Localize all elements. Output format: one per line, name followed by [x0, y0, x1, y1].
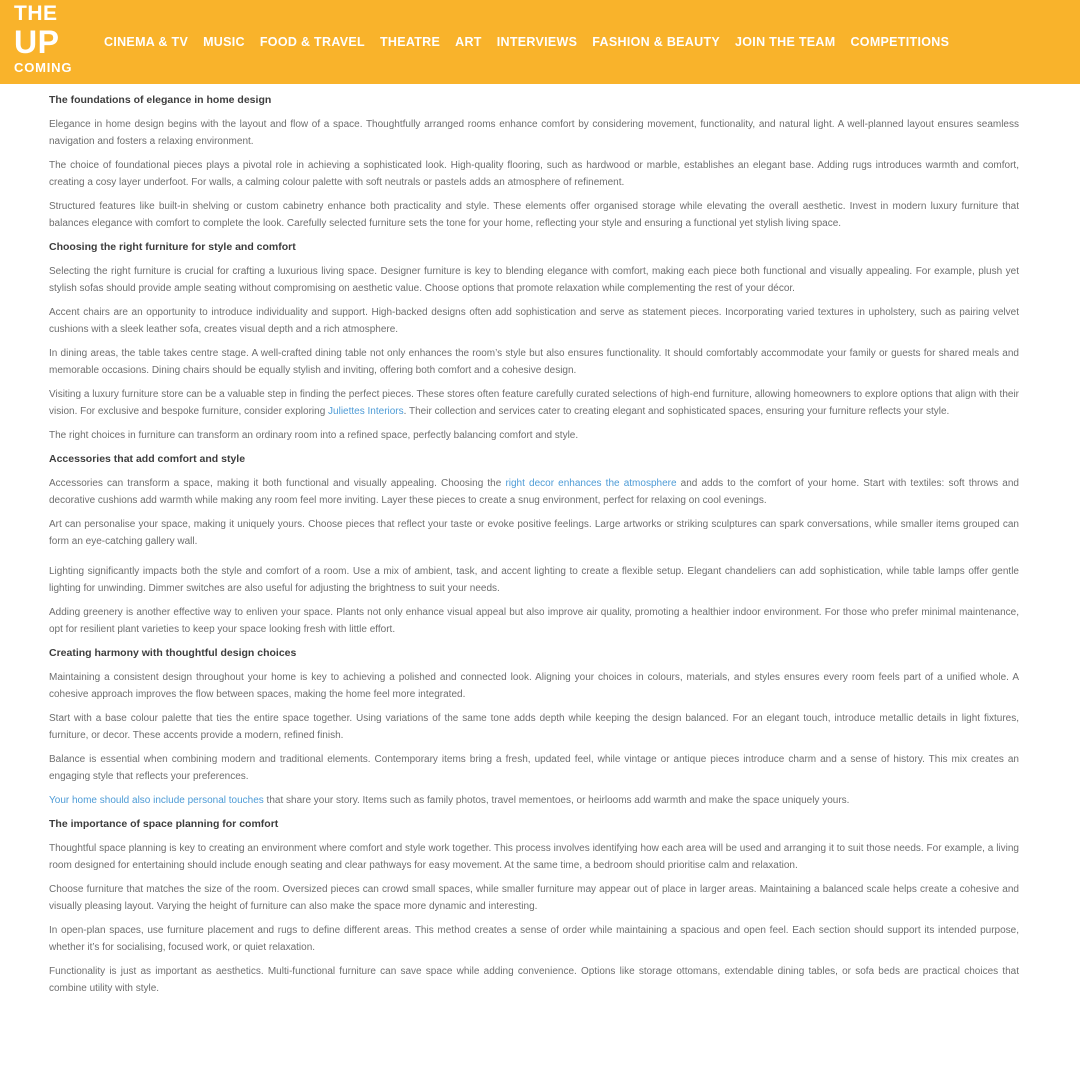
- paragraph-text: The right choices in furniture can transform an ordinary room into a refined space, perfectly balancing comfort and style.: [49, 430, 579, 441]
- article-paragraph: [49, 198, 1019, 232]
- paragraph-text: Choose furniture that matches the size of the room. Oversized pieces can crowd small spaces, while smaller furniture may appear out of place in larger areas. Maintaining a balanced scale helps create a cohesive and visually pleasing layout. Varying the height of furniture can also make the space more dynamic and interesting.: [49, 884, 1019, 912]
- section-heading: The importance of space planning for comfort: [49, 818, 279, 830]
- paragraph-text: Adding greenery is another effective way to enliven your space. Plants not only enhance visual appeal but also improve air quality, promoting a healthier indoor environment. For those who prefer minimal maintenance, opt for resilient plant varieties to keep your space looking fresh with little effort.: [49, 607, 1019, 635]
- paragraph-text: and adds to the comfort of your home. Start with textiles: soft throws and decorative cushions add warmth while making any room feel more inviting. Layer these pieces to create a snug environment, perfect for relaxing on cool evenings.: [49, 478, 1019, 506]
- paragraph-text: that share your story. Items such as family photos, travel mementoes, or heirlooms add warmth and make the space uniquely yours.: [263, 795, 850, 806]
- paragraph-text: Functionality is just as important as aesthetics. Multi-functional furniture can save space while adding convenience. Options like storage ottomans, extendable dining tables, or sofa beds are practical choices that combine utility with style.: [49, 966, 1019, 994]
- article-paragraph: [49, 840, 1019, 874]
- article-body: [49, 84, 1019, 997]
- paragraph-text: . Their collection and services cater to creating elegant and sophisticated spaces, ensuring your furniture reflects your style.: [403, 406, 950, 417]
- article-paragraph: [49, 922, 1019, 956]
- article-paragraph: [49, 710, 1019, 744]
- nav-item-music[interactable]: MUSIC: [203, 35, 245, 49]
- nav-item-join-the-team[interactable]: JOIN THE TEAM: [735, 35, 836, 49]
- paragraph-text: Balance is essential when combining modern and traditional elements. Contemporary items bring a fresh, updated feel, while vintage or antique pieces introduce charm and a sense of history. This mix creates an engaging style that reflects your preferences.: [49, 754, 1019, 782]
- paragraph-text: Selecting the right furniture is crucial for crafting a luxurious living space. Designer furniture is key to blending elegance with comfort, making each piece both functional and visually appealing. For example, plush yet stylish sofas should provide ample seating without compromising on aesthetic value. Choose options that promote relaxation while complementing the rest of your décor.: [49, 266, 1019, 294]
- inline-link[interactable]: Your home should also include personal touches: [49, 795, 264, 806]
- paragraph-text: Thoughtful space planning is key to creating an environment where comfort and style work together. This process involves identifying how each area will be used and arranging it to suit those needs. For example, a living room designed for entertaining should include enough seating and clear pathways for easy movement. At the same time, a bedroom should prioritise calm and relaxation.: [49, 843, 1019, 871]
- article-paragraph: [49, 427, 1019, 444]
- article-paragraph: [49, 751, 1019, 785]
- nav-item-fashion-beauty[interactable]: FASHION & BEAUTY: [592, 35, 721, 49]
- nav-item-theatre[interactable]: THEATRE: [379, 35, 441, 49]
- article-paragraph: [49, 881, 1019, 915]
- nav-item-cinema-tv[interactable]: CINEMA & TV: [104, 35, 189, 49]
- paragraph-text: Maintaining a consistent design throughout your home is key to achieving a polished and connected look. Aligning your choices in colours, materials, and styles ensures every room feels part of a unified whole. A cohesive approach improves the flow between spaces, making the home feel more integrated.: [49, 672, 1019, 700]
- paragraph-text: In dining areas, the table takes centre stage. A well-crafted dining table not only enhances the room’s style but also ensures functionality. It should comfortably accommodate your family or guests for shared meals and memorable occasions. Dining chairs should be equally stylish and inviting, offering both comfort and a cohesive design.: [49, 348, 1019, 376]
- paragraph-text: Visiting a luxury furniture store can be a valuable step in finding the perfect pieces. These stores often feature carefully curated selections of high-end furniture, allowing homeowners to explore options that align with their vision. For exclusive and bespoke furniture, consider exploring: [49, 389, 1019, 417]
- nav-item-food-travel[interactable]: FOOD & TRAVEL: [259, 35, 365, 49]
- article-paragraph: [49, 116, 1019, 150]
- article-paragraph: [49, 345, 1019, 379]
- logo-line-up: UP: [14, 24, 60, 60]
- paragraph-text: Lighting significantly impacts both the style and comfort of a room. Use a mix of ambient, task, and accent lighting to create a flexible setup. Elegant chandeliers can add sophistication, while table lamps offer gentle lighting for unwinding. Dimmer switches are also useful for adjusting the brightness to suit your needs.: [49, 566, 1019, 594]
- paragraph-text: Structured features like built-in shelving or custom cabinetry enhance both practicality and style. These elements offer organised storage while elevating the overall aesthetic. Invest in modern luxury furniture that balances elegance with comfort to complete the look. Carefully selected furniture sets the tone for your home, reflecting your style and ensuring a functional yet stylish living space.: [49, 201, 1019, 229]
- section-heading: The foundations of elegance in home design: [49, 94, 272, 106]
- paragraph-text: Start with a base colour palette that ties the entire space together. Using variations of the same tone adds depth while keeping the design balanced. For an elegant touch, introduce metallic details in light fixtures, furniture, or decor. These accents provide a modern, refined finish.: [49, 713, 1019, 741]
- article-paragraph: [49, 963, 1019, 997]
- paragraph-text: Elegance in home design begins with the layout and flow of a space. Thoughtfully arranged rooms enhance comfort by considering movement, functionality, and natural light. A well-planned layout ensures seamless navigation and fosters a relaxing environment.: [49, 119, 1019, 147]
- nav-item-competitions[interactable]: COMPETITIONS: [850, 35, 950, 49]
- section-heading: Accessories that add comfort and style: [49, 453, 246, 465]
- site-logo[interactable]: [14, 3, 72, 74]
- article-paragraph: [49, 386, 1019, 420]
- logo-line-the: THE: [14, 2, 58, 25]
- article-paragraph: [49, 304, 1019, 338]
- paragraph-text: Accent chairs are an opportunity to introduce individuality and support. High-backed designs often add sophistication and serve as statement pieces. Incorporating varied textures in upholstery, such as pairing velvet cushions with a sleek leather sofa, creates visual depth and a rich atmosphere.: [49, 307, 1019, 335]
- nav-item-art[interactable]: ART: [455, 35, 482, 49]
- article-paragraph: [49, 475, 1019, 509]
- article-paragraph: [49, 157, 1019, 191]
- article-paragraph: [49, 563, 1019, 597]
- section-heading: Creating harmony with thoughtful design choices: [49, 647, 297, 659]
- main-nav: [104, 0, 1070, 84]
- paragraph-text: Art can personalise your space, making it uniquely yours. Choose pieces that reflect your taste or evoke positive feelings. Large artworks or striking sculptures can spark conversations, while smaller items grouped can form an eye-catching gallery wall.: [49, 519, 1019, 547]
- inline-link[interactable]: Juliettes Interiors: [328, 406, 404, 417]
- inline-link[interactable]: right decor enhances the atmosphere: [505, 478, 677, 489]
- nav-item-interviews[interactable]: INTERVIEWS: [496, 35, 578, 49]
- paragraph-text: The choice of foundational pieces plays a pivotal role in achieving a sophisticated look. High-quality flooring, such as hardwood or marble, establishes an elegant base. Adding rugs introduces warmth and comfort, creating a cosy layer underfoot. For walls, a calming colour palette with soft neutrals or pastels adds an atmosphere of refinement.: [49, 160, 1019, 188]
- section-heading: Choosing the right furniture for style and comfort: [49, 241, 296, 253]
- article-paragraph: [49, 669, 1019, 703]
- article-paragraph: [49, 263, 1019, 297]
- site-header: [0, 0, 1080, 84]
- paragraph-text: In open-plan spaces, use furniture placement and rugs to define different areas. This method creates a sense of order while maintaining a spacious and open feel. Each section should support its intended purpose, whether it’s for socialising, focused work, or quiet relaxation.: [49, 925, 1019, 953]
- article-paragraph: [49, 604, 1019, 638]
- article-paragraph: [49, 516, 1019, 550]
- paragraph-text: Accessories can transform a space, making it both functional and visually appealing. Choosing the: [49, 478, 506, 489]
- logo-line-coming: COMING: [14, 60, 73, 75]
- article-paragraph: [49, 792, 1019, 809]
